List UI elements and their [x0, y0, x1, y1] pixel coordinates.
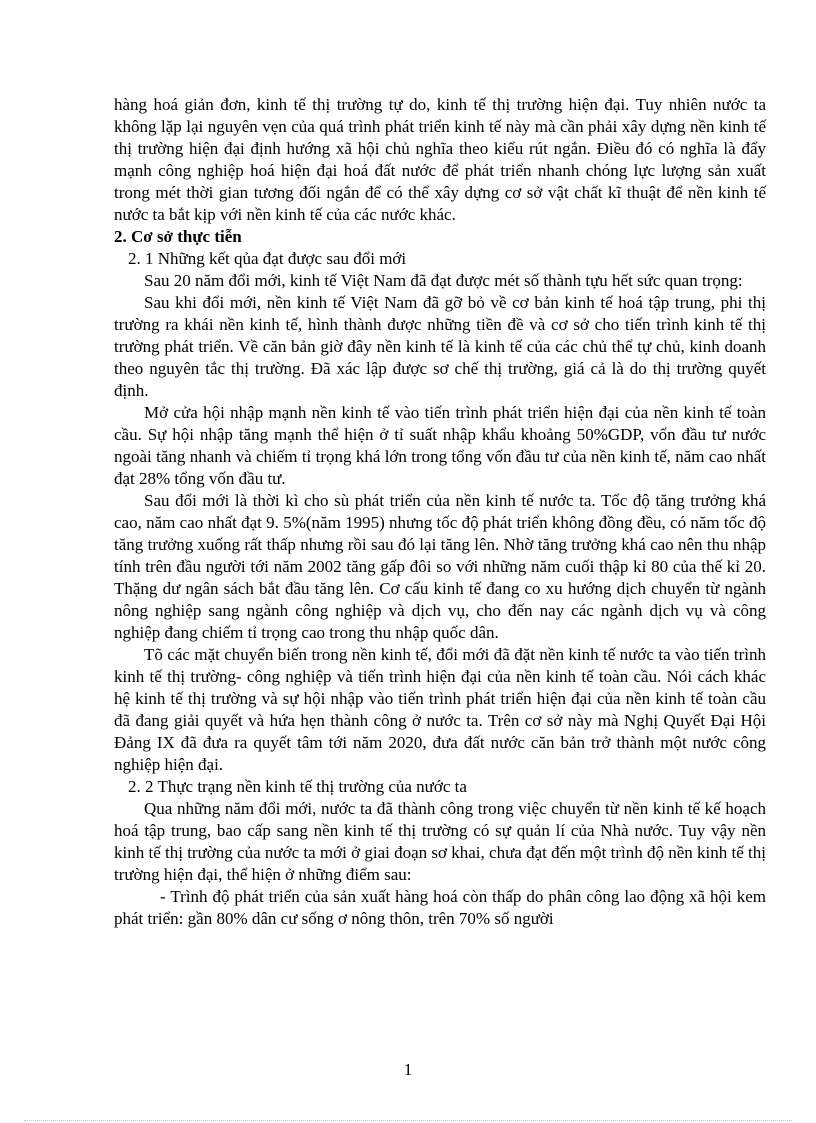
paragraph-intro: hàng hoá giản đơn, kinh tế thị trường tự do, kinh tế thị trường hiện đại. Tuy nhiên nước ta không lặp lại nguyên vẹn của quá trình phát triển kinh tế này mà cần phải xây dựng nền kinh tế thị trường hiện đại định hướng xã hội chủ nghĩa theo kiểu rút ngắn. Điều đó có nghĩa là đẩy mạnh công nghiệp hoá hiện đại hoá đất nước để phát triển nhanh chóng lực lượng sản xuất trong mét thời gian tương đối ngắn để có thể xây dựng cơ sở vật chất kĩ thuật để nền kinh tế nước ta bắt kịp với nền kinh tế của các nước khác.	[114, 95, 766, 224]
subsection-2-2-heading: 2. 2 Thực trạng nền kinh tế thị trường của nước ta	[128, 777, 467, 796]
page-number: 1	[403, 1060, 413, 1079]
paragraph-2-2-bullet: - Trình độ phát triển của sản xuất hàng hoá còn thấp do phân công lao động xã hội kem phát triển: gần 80% dân cư sống ơ nông thôn, trên 70% số người	[114, 887, 766, 928]
paragraph-2-1-5: Tõ các mặt chuyển biến trong nền kinh tế, đổi mới đã đặt nền kinh tế nước ta vào tiến trình kinh tế thị trường- công nghiệp và tiến trình hiện đại của nền kinh tế toàn cầu. Nói cách khác hệ kinh tế thị trường và sự hội nhập vào tiến trình phát triển hiện đại của nền kinh tế toàn cầu đã đang giải quyết và hứa hẹn thành công ở nước ta. Trên cơ sở này mà Nghị Quyết Đại Hội Đảng IX đã đưa ra quyết tâm tới năm 2020, đưa đất nước căn bản trở thành một nước công nghiệp hiện đại.	[114, 645, 766, 774]
subsection-2-1-heading: 2. 1 Những kết qủa đạt được sau đổi mới	[128, 249, 407, 268]
section-2-heading: 2. Cơ sở thực tiễn	[114, 227, 242, 246]
paragraph-2-2-1: Qua những năm đổi mới, nước ta đã thành công trong việc chuyển từ nền kinh tế kế hoạch hoá tập trung, bao cấp sang nền kinh tế thị trường có sự quản lí của Nhà nước. Tuy vậy nền kinh tế thị trường của nước ta mới ở giai đoạn sơ khai, chưa đạt đến một trình độ nền kinh tế thị trường hiện đại, thể hiện ở những điểm sau:	[114, 799, 766, 884]
paragraph-2-1-2: Sau khi đổi mới, nền kinh tế Việt Nam đã gỡ bỏ về cơ bản kinh tế hoá tập trung, phi thị trường ra khái nền kinh tế, hình thành được những tiền đề và cơ sở cho tiến trình kinh tế thị trường phát triển. Về căn bản giờ đây nền kinh tế là kinh tế của các chủ thể tự chủ, kinh doanh theo nguyên tắc thị trường. Đã xác lập được sơ chế thị trường, giá cả là do thị trường quyết định.	[114, 293, 766, 400]
paragraph-2-1-3: Mở cửa hội nhập mạnh nền kinh tế vào tiến trình phát triển hiện đại của nền kinh tế toàn cầu. Sự hội nhập tăng mạnh thể hiện ở tỉ suất nhập khẩu khoảng 50%GDP, vốn đầu tư nước ngoài tăng nhanh và chiếm tỉ trọng khá lớn trong tổng vốn đầu tư của nền kinh tế, năm cao nhất đạt 28% tổng vốn đầu tư.	[114, 403, 766, 488]
paragraph-2-1-4: Sau đổi mới là thời kì cho sù phát triển của nền kinh tế nước ta. Tốc độ tăng trưởng khá cao, năm cao nhất đạt 9. 5%(năm 1995) nhưng tốc độ phát triển không đồng đều, có năm tốc độ tăng trưởng xuống rất thấp nhưng rồi sau đó lại tăng lên. Nhờ tăng trưởng khá cao nên thu nhập tính trên đầu người tới năm 2002 tăng gấp đôi so với những năm cuối thập kỉ 80 của thế kỉ 20. Thặng dư ngân sách bắt đầu tăng lên. Cơ cấu kinh tế đang co xu hướng dịch chuyển từ ngành nông nghiệp sang ngành công nghiệp và dịch vụ, cho đến nay các ngành dịch vụ và công nghiệp đang chiếm tỉ trọng cao trong thu nhập quốc dân.	[114, 491, 766, 642]
page-bottom-divider	[24, 1120, 792, 1121]
document-body	[114, 94, 766, 930]
paragraph-2-1-1: Sau 20 năm đổi mới, kinh tế Việt Nam đã đạt được mét số thành tựu hết sức quan trọng:	[144, 271, 743, 290]
